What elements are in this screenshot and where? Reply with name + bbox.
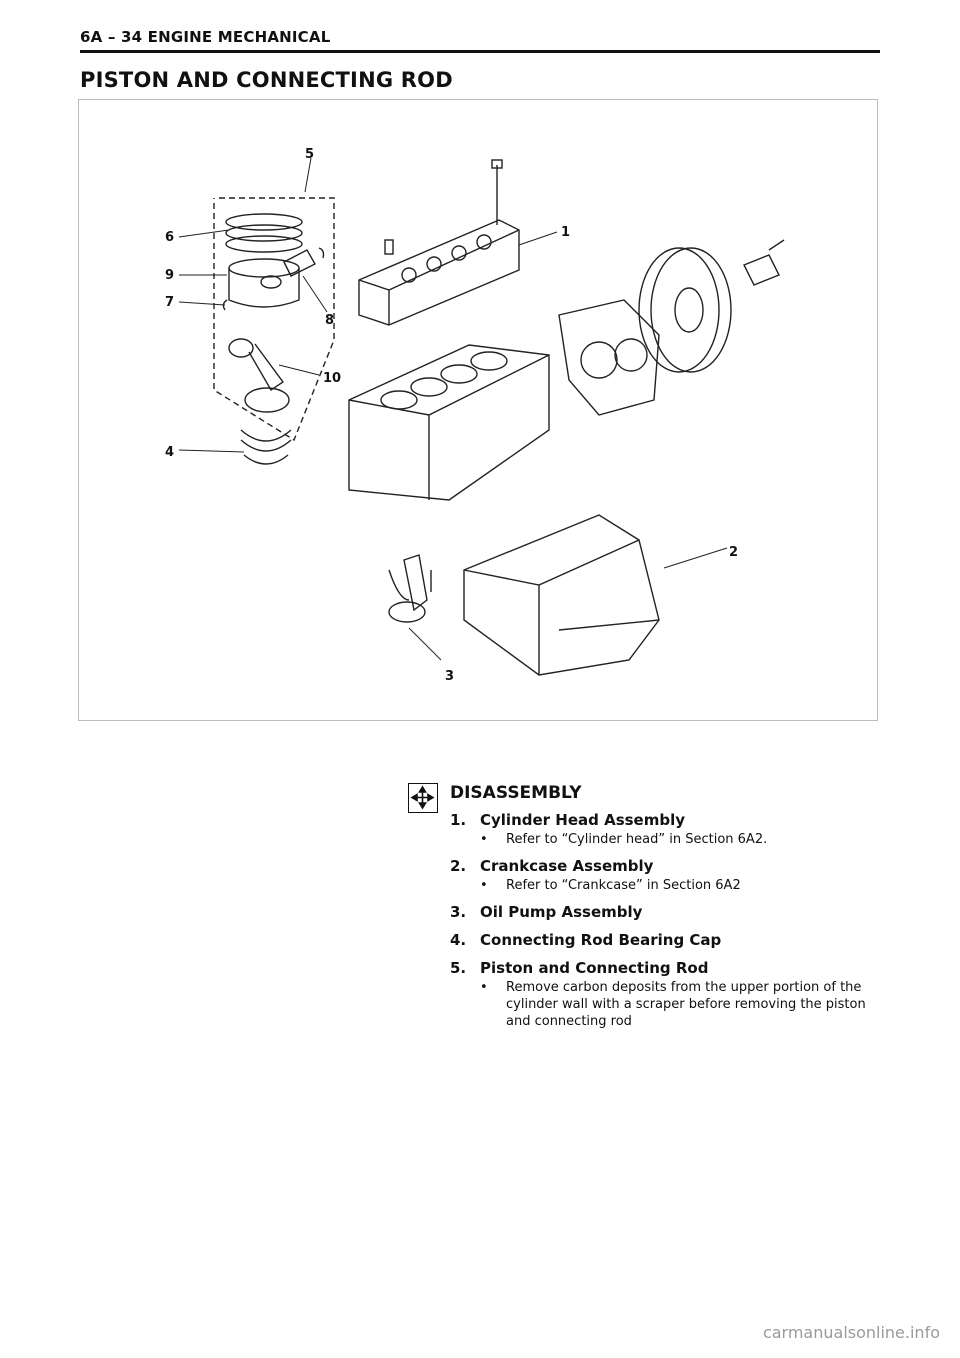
step-item bbox=[450, 856, 880, 894]
piston-ring bbox=[226, 236, 302, 252]
step-number: 2. bbox=[450, 857, 467, 875]
page-header: 6A – 34 ENGINE MECHANICAL bbox=[80, 28, 331, 46]
leader-1 bbox=[519, 232, 557, 245]
step-title: Crankcase Assembly bbox=[480, 857, 654, 875]
callout-4: 4 bbox=[165, 445, 175, 460]
bullet-icon: • bbox=[480, 832, 488, 847]
step-title: Oil Pump Assembly bbox=[480, 903, 643, 921]
leader-7 bbox=[179, 302, 225, 305]
leader-3 bbox=[409, 628, 441, 660]
header-rule bbox=[80, 50, 880, 53]
disassembly-steps bbox=[450, 810, 880, 1038]
cylinder-head bbox=[359, 220, 519, 325]
step-number: 3. bbox=[450, 903, 467, 921]
leader-10 bbox=[279, 365, 319, 375]
leader-6 bbox=[179, 230, 229, 237]
step-bullet: • Remove carbon deposits from the upper portion of the cylinder wall with a scraper before removing the piston and connecting rod bbox=[450, 979, 880, 1030]
connecting-rod-small-end bbox=[229, 339, 253, 357]
figure-callouts bbox=[165, 147, 738, 684]
snap-ring bbox=[319, 248, 324, 258]
callout-5: 5 bbox=[305, 147, 315, 162]
leader-5 bbox=[305, 158, 311, 192]
dowel bbox=[385, 240, 393, 254]
step-item bbox=[450, 930, 880, 950]
piston-pin bbox=[284, 250, 315, 276]
step-number: 5. bbox=[450, 959, 467, 977]
bullet-icon: • bbox=[480, 980, 488, 995]
step-bullet: • Refer to “Crankcase” in Section 6A2 bbox=[450, 877, 880, 894]
oil-pipe bbox=[389, 570, 409, 600]
bearing-cap bbox=[241, 430, 291, 441]
bullet-icon: • bbox=[480, 878, 488, 893]
step-item bbox=[450, 810, 880, 848]
step-title: Connecting Rod Bearing Cap bbox=[480, 931, 722, 949]
crankcase bbox=[464, 515, 659, 675]
callout-10: 10 bbox=[323, 371, 342, 386]
step-number: 1. bbox=[450, 811, 467, 829]
exploded-view-figure bbox=[78, 99, 878, 721]
step-item bbox=[450, 902, 880, 922]
step-title: Piston and Connecting Rod bbox=[480, 959, 709, 977]
callout-6: 6 bbox=[165, 230, 175, 245]
callout-8: 8 bbox=[325, 313, 335, 328]
connecting-rod bbox=[249, 344, 283, 390]
leader-2 bbox=[664, 548, 727, 568]
step-item bbox=[450, 958, 880, 1030]
flywheel-housing bbox=[559, 300, 659, 415]
section-title: PISTON AND CONNECTING ROD bbox=[80, 68, 453, 92]
flywheel-bolt bbox=[769, 240, 784, 250]
step-bullet: • Refer to “Cylinder head” in Section 6A2. bbox=[450, 831, 880, 848]
disassembly-arrows-icon bbox=[408, 783, 438, 813]
callout-3: 3 bbox=[445, 669, 455, 684]
step-number: 4. bbox=[450, 931, 467, 949]
leader-8 bbox=[303, 276, 327, 312]
disassembly-title: DISASSEMBLY bbox=[450, 783, 582, 803]
cylinder-block bbox=[349, 345, 549, 500]
callout-2: 2 bbox=[729, 545, 739, 560]
watermark: carmanualsonline.info bbox=[762, 1323, 940, 1342]
callout-1: 1 bbox=[561, 225, 571, 240]
leader-4 bbox=[179, 450, 244, 452]
callout-7: 7 bbox=[165, 295, 175, 310]
engine-exploded-drawing bbox=[79, 100, 877, 720]
callout-9: 9 bbox=[165, 268, 175, 283]
piston-group-bracket bbox=[214, 198, 334, 440]
step-title: Cylinder Head Assembly bbox=[480, 811, 686, 829]
flywheel-plate bbox=[744, 255, 779, 285]
